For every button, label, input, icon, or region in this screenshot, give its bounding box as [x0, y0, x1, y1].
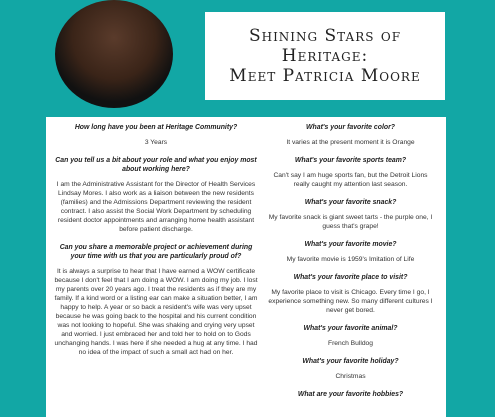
title-line-2: Heritage: — [281, 46, 369, 66]
answer-favorite-place: My favorite place to visit is Chicago. Every time I go, I experience something new. So many different cultures I never get bored. — [268, 289, 433, 314]
question-favorite-holiday: What's your favorite holiday? — [302, 358, 399, 365]
profile-photo — [55, 0, 173, 108]
question-favorite-snack: What's your favorite snack? — [304, 199, 397, 206]
answer-tenure: 3 Years — [144, 139, 168, 146]
question-favorite-color: What's your favorite color? — [306, 124, 395, 131]
question-memorable-project: Can you share a memorable project or achievement during your time with us that you are particularly proud of? — [59, 244, 253, 260]
answer-favorite-holiday: Christmas — [335, 373, 366, 380]
question-favorite-place: What's your favorite place to visit? — [293, 274, 408, 281]
answer-favorite-animal: French Bulldog — [328, 340, 373, 347]
interview-panel — [46, 117, 446, 417]
question-favorite-hobbies: What are your favorite hobbies? — [297, 391, 404, 398]
left-column — [54, 123, 258, 417]
question-tenure: How long have you been at Heritage Community? — [74, 124, 238, 131]
question-favorite-sports-team: What's your favorite sports team? — [294, 157, 407, 164]
answer-memorable-project: It is always a surprise to hear that I have earned a WOW certificate because I don't feel that I am doing a WOW. I am doing my job. I lost my parents over 20 years ago. I treat the residents as if they are my family. If a kind word or a listing ear can make a situation better, I am happy to help. A year or so back a resident's wife was very upset because he was going back to the hospital and his current condition was not looking to hopeful. She was shaking and crying very upset and worried. I just embraced her and told her to hold on to Gods unchanging hands. I was here if she needed a hug at any time. I had no idea of the impact of such a small act had on her. — [54, 268, 258, 356]
answer-favorite-movie: My favorite movie is 1959's Imitation of Life — [286, 256, 415, 263]
title-box — [205, 12, 445, 100]
question-favorite-movie: What's your favorite movie? — [304, 241, 397, 248]
answer-favorite-color: It varies at the present moment it is Orange — [286, 139, 415, 146]
answer-favorite-sports-team: Can't say I am huge sports fan, but the Detroit Lions really caught my attention last season. — [273, 172, 428, 188]
title-line-1: Shining Stars of — [248, 26, 402, 46]
title-line-3: Meet Patricia Moore — [229, 66, 421, 86]
answer-favorite-snack: My favorite snack is giant sweet tarts - the purple one, I guess that's grape! — [268, 214, 433, 230]
question-role: Can you tell us a bit about your role and what you enjoy most about working here? — [55, 157, 257, 173]
answer-role: I am the Administrative Assistant for the Director of Health Services Lindsay Mores. I also work as a liaison between the new residents (families) and the Admissions Department reviewing the resident contract. I also assist the Social Work Department by scheduling resident doctor appointments and arranging home health assistant before patient discharge. — [56, 181, 256, 233]
right-column — [268, 123, 433, 417]
question-favorite-animal: What's your favorite animal? — [303, 325, 398, 332]
